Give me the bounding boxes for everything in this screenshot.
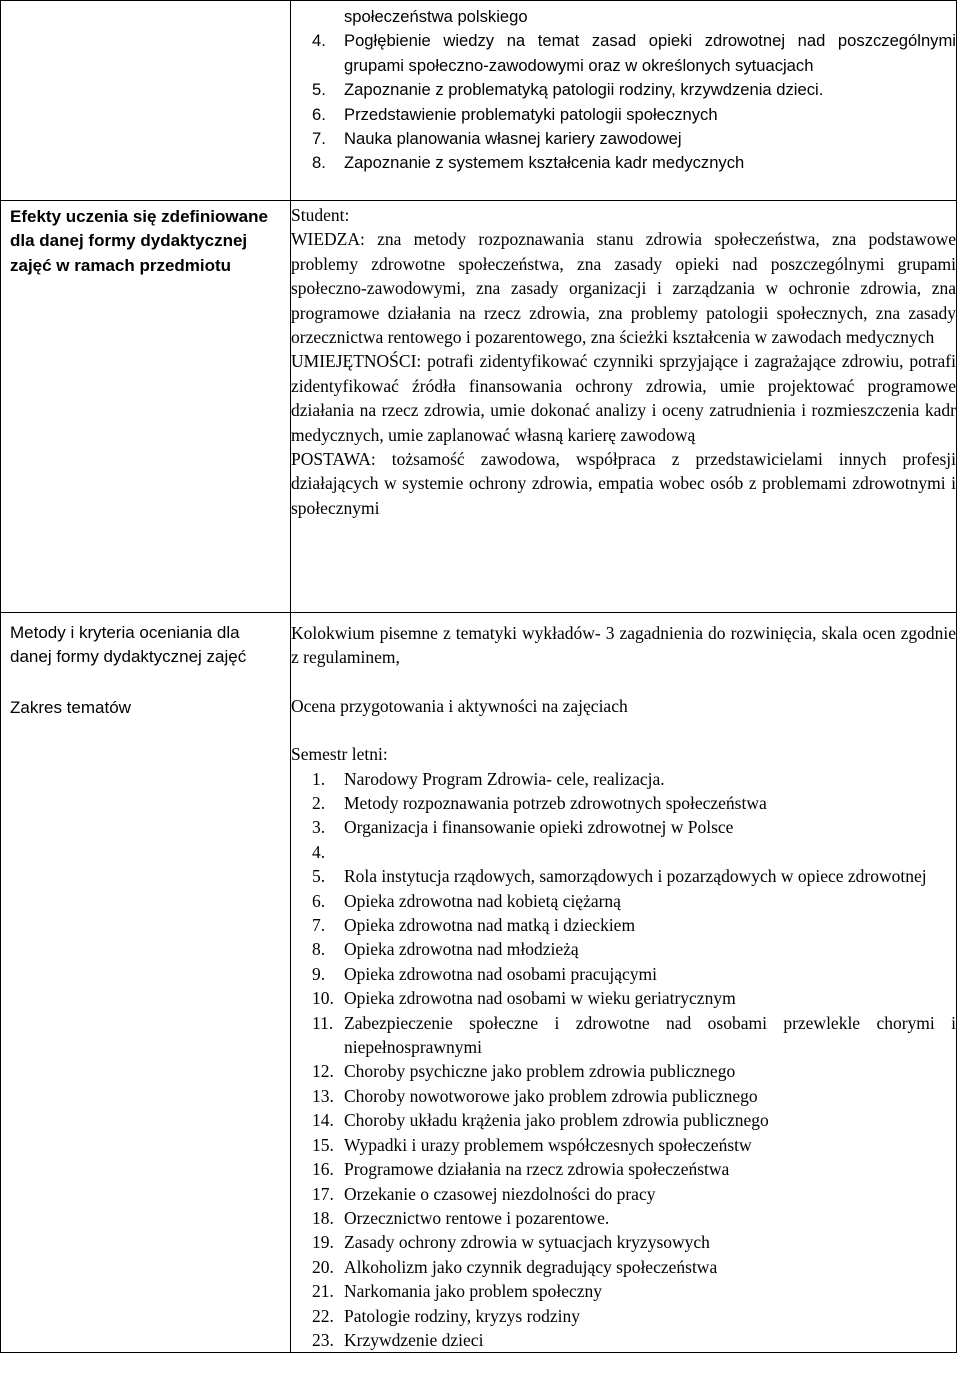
item-text: Rola instytucja rządowych, samorządowych i pozarządowych w opiece zdrowotnej: [344, 866, 927, 887]
item-text: Orzekanie o czasowej niezdolności do pracy: [344, 1183, 656, 1204]
item-text: Patologie rodziny, kryzys rodziny: [344, 1305, 581, 1326]
item-number: 20.: [312, 1256, 334, 1277]
list-item: [291, 1182, 956, 1206]
list-item: [291, 1133, 956, 1157]
list-item: [291, 840, 956, 864]
item-text: Zabezpieczenie społeczne i zdrowotne nad osobami przewlekle chorymi i niepełnosprawnymi: [344, 1012, 956, 1058]
item-number: 13.: [312, 1085, 334, 1106]
list-item: [291, 986, 956, 1010]
item-text: Opieka zdrowotna nad młodzieżą: [344, 939, 579, 960]
assessment-topics-content-cell: [291, 613, 957, 1353]
item-text: Choroby psychiczne jako problem zdrowia publicznego: [344, 1061, 736, 1082]
list-item: [291, 1084, 956, 1108]
goals-list: [291, 29, 956, 175]
item-number: 2.: [312, 793, 326, 814]
item-number: 1.: [312, 768, 326, 789]
assessment-label-cell: [1, 613, 291, 1353]
outcomes-content-cell: [291, 201, 957, 613]
item-text: Programowe działania na rzecz zdrowia społeczeństwa: [344, 1159, 730, 1180]
attitude-text: POSTAWA: tożsamość zawodowa, współpraca z przedstawicielami innych profesji działających w systemie ochrony zdrowia, empatia wobec osób z problemami zdrowotnymi i społecznymi: [291, 449, 956, 518]
item-text: Przedstawienie problematyki patologii społecznych: [344, 104, 718, 124]
knowledge-text: WIEDZA: zna metody rozpoznawania stanu zdrowia społeczeństwa, zna podstawowe problemy zdrowotne społeczeństwa, zna zasady opieki nad poszczególnymi grupami społeczno-zawodowymi, zna zasady organizacji i zarządzania w ochronie zdrowia, zna programowe działania na rzecz zdrowia, zna problemy patologii społecznych, zna zasady orzecznictwa rentowego i pozarentowego, zna ścieżki kształcenia w zawodach medycznych: [291, 229, 956, 348]
item-text: Alkoholizm jako czynnik degradujący społeczeństwa: [344, 1256, 718, 1277]
item-number: 8.: [312, 153, 326, 173]
item-number: 21.: [312, 1281, 334, 1302]
item-text: Opieka zdrowotna nad osobami pracującymi: [344, 963, 657, 984]
item-text: Zasady ochrony zdrowia w sytuacjach kryzysowych: [344, 1232, 710, 1253]
assessment-topics-row: [1, 613, 957, 1353]
skills-text: UMIEJĘTNOŚCI: potrafi zidentyfikować czynniki sprzyjające i zagrażające zdrowiu, potrafi zidentyfikować źródła finansowania ochrony zdrowia, umie projektować programowe działania na rzecz zdrowia, umie dokonać analizy i oceny zatrudnienia i rozmieszczenia kadr medycznych, umie zaplanować własną karierę zawodową: [291, 351, 956, 445]
list-item: [291, 937, 956, 961]
list-item: [291, 1206, 956, 1230]
list-item: [291, 29, 956, 78]
item-text: Pogłębienie wiedzy na temat zasad opieki zdrowotnej nad poszczególnymi grupami społeczno-zawodowymi oraz w określonych sytuacjach: [344, 31, 956, 75]
list-item: [291, 767, 956, 791]
assessment-label: Metody i kryteria oceniania dla danej formy dydaktycznej zajęć: [10, 623, 247, 667]
list-item: [291, 864, 956, 888]
goals-label-cell: [1, 1, 291, 201]
item-text: Organizacja i finansowanie opieki zdrowotnej w Polsce: [344, 817, 734, 838]
item-number: 15.: [312, 1134, 334, 1155]
item-text: Choroby nowotworowe jako problem zdrowia publicznego: [344, 1085, 758, 1106]
list-item: [291, 815, 956, 839]
list-item: [291, 151, 956, 175]
item-text: Opieka zdrowotna nad matką i dzieckiem: [344, 915, 636, 936]
list-item: [291, 1279, 956, 1303]
item-number: 23.: [312, 1329, 334, 1350]
goals-row: [1, 1, 957, 201]
item-text: Zapoznanie z systemem kształcenia kadr medycznych: [344, 153, 745, 173]
item-number: 4.: [312, 31, 326, 51]
assessment-text-2: Ocena przygotowania i aktywności na zajęciach: [291, 695, 628, 716]
goals-block: [291, 5, 956, 176]
item-number: 10.: [312, 988, 334, 1009]
topics-list: [291, 767, 956, 1353]
item-number: 5.: [312, 80, 326, 100]
outcomes-label-cell: [1, 201, 291, 613]
list-item: [291, 791, 956, 815]
item-number: 11.: [312, 1012, 334, 1033]
list-item: [291, 1059, 956, 1083]
list-item: [291, 78, 956, 102]
item-number: 4.: [312, 841, 326, 862]
item-text: Zapoznanie z problematyką patologii rodziny, krzywdzenia dzieci.: [344, 80, 824, 100]
semester-heading: Semestr letni:: [291, 744, 388, 765]
item-text: Krzywdzenie dzieci: [344, 1329, 484, 1350]
goals-continued-text: społeczeństwa polskiego: [344, 7, 528, 26]
list-item: [291, 1157, 956, 1181]
item-text: Wypadki i urazy problemem współczesnych społeczeństw: [344, 1134, 752, 1155]
list-item: [291, 913, 956, 937]
list-item: [291, 103, 956, 127]
item-text: Choroby układu krążenia jako problem zdrowia publicznego: [344, 1110, 769, 1131]
item-number: 7.: [312, 129, 326, 149]
item-number: 3.: [312, 817, 326, 838]
item-number: 12.: [312, 1061, 334, 1082]
item-text: Opieka zdrowotna nad osobami w wieku geriatrycznym: [344, 988, 736, 1009]
list-item: [291, 127, 956, 151]
item-text: Metody rozpoznawania potrzeb zdrowotnych społeczeństwa: [344, 793, 767, 814]
item-text: Nauka planowania własnej kariery zawodowej: [344, 129, 682, 149]
item-number: 7.: [312, 915, 326, 936]
outcomes-row: [1, 201, 957, 613]
list-item: [291, 889, 956, 913]
outcomes-label: Efekty uczenia się zdefiniowane dla danej formy dydaktycznej zajęć w ramach przedmiotu: [10, 207, 268, 275]
topics-label: Zakres tematów: [10, 697, 131, 717]
item-number: 18.: [312, 1207, 334, 1228]
student-heading: Student:: [291, 205, 350, 225]
item-text: Orzecznictwo rentowe i pozarentowe.: [344, 1207, 610, 1228]
item-number: 5.: [312, 866, 326, 887]
item-number: 6.: [312, 104, 326, 124]
item-number: 6.: [312, 890, 326, 911]
item-text: Opieka zdrowotna nad kobietą ciężarną: [344, 890, 621, 911]
list-item: [291, 1011, 956, 1060]
list-item: [291, 1230, 956, 1254]
item-number: 8.: [312, 939, 326, 960]
assessment-text-1: Kolokwium pisemne z tematyki wykładów- 3 zagadnienia do rozwinięcia, skala ocen zgodnie z regulaminem,: [291, 623, 956, 668]
item-number: 16.: [312, 1159, 334, 1180]
list-item: [291, 1304, 956, 1328]
item-number: 19.: [312, 1232, 334, 1253]
list-item: [291, 1108, 956, 1132]
item-number: 17.: [312, 1183, 334, 1204]
item-text: Narodowy Program Zdrowia- cele, realizacja.: [344, 768, 665, 789]
list-item: [291, 1255, 956, 1279]
goals-content-cell: [291, 1, 957, 201]
list-item: [291, 1328, 956, 1352]
item-text: Narkomania jako problem społeczny: [344, 1281, 603, 1302]
item-number: 22.: [312, 1305, 334, 1326]
item-number: 9.: [312, 963, 326, 984]
list-item: [291, 962, 956, 986]
item-number: 14.: [312, 1110, 334, 1131]
